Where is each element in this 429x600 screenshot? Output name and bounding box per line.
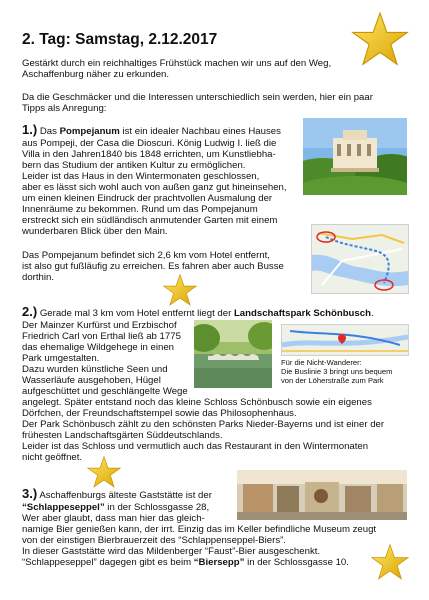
- section2-line: Dazu wurden künstliche Seen und: [22, 364, 168, 375]
- section2-number: 2.): [22, 304, 38, 319]
- intro-line: Aschaffenburg näher zu erkunden.: [22, 69, 170, 80]
- section1-line: Villa in den Jahren1840 bis 1848 errichten, um Kunstliebha-: [22, 149, 276, 160]
- section2-line: aufgeschüttet und geschlängelte Wege: [22, 386, 188, 397]
- section2-line: Leider ist das Schloss und vermutlich auch das Restaurant in den Wintermonaten: [22, 441, 369, 452]
- intro-line: Gestärkt durch ein reichhaltiges Frühstück machen wir uns auf den Weg,: [22, 58, 332, 69]
- map-pin-icon: [338, 331, 346, 349]
- star-icon: [351, 12, 409, 66]
- section3-line: namige Bier genießen kann, der irrt. Einzig das im Keller befindliche Museum zeugt: [22, 524, 377, 535]
- section1-line: aus Pompeji, der Casa die Dioscuri. König Ludwig I. ließ die: [22, 138, 277, 149]
- section3-line: In dieser Gaststätte wird das Mildenberger “Faust”-Bier ausgeschenkt.: [22, 546, 321, 557]
- park-bridge-photo: [194, 320, 272, 388]
- section1-distance-line: ist also gut fußläufig zu erreichen. Es fahren aber auch Busse: [22, 261, 284, 272]
- tips-intro-line: Da die Geschmäcker und die Interessen unterschiedlich sein werden, hier ein paar: [22, 92, 373, 103]
- section3-line: Wer aber glaubt, dass man hier das gleich-: [22, 513, 205, 524]
- section1-line: erstreckt sich ein südländisch anmutender Garten mit einem: [22, 215, 278, 226]
- park-name: Landschaftspark Schönbusch: [233, 308, 371, 319]
- section2-line: Friedrich Carl von Erthal ließ ab 1775: [22, 331, 181, 342]
- restaurant-name: “Schlappeseppel”: [22, 502, 105, 513]
- section2-line: Wasserläufe ausgehoben, Hügel: [22, 375, 161, 386]
- tips-intro-line: Tipps als Anregung:: [22, 103, 107, 114]
- section3-line: “Schlappeseppel” in der Schlossgasse 28,: [22, 502, 210, 513]
- museum-panorama-photo: [237, 470, 407, 520]
- park-bus-map: [281, 324, 409, 356]
- section2-line: angelegt. Später entstand noch das kleine Schloss Schönbusch sowie ein eigenes: [22, 397, 372, 408]
- section3-line: von der einstigen Bierbrauerzeit des “Schlappenseppel-Biers”.: [22, 535, 286, 546]
- section1-distance-line: dorthin.: [22, 272, 54, 283]
- map-caption-line: Die Buslinie 3 bringt uns bequem: [281, 367, 393, 376]
- section1-line: aber es lässt sich wohl auch von außen ganz gut hineinsehen,: [22, 182, 287, 193]
- section3-number: 3.): [22, 486, 38, 501]
- section2-line: Dörfchen, der Freundschaftstempel sowie das Philosophenhaus.: [22, 408, 297, 419]
- section2-line: Der Mainzer Kurfürst und Erzbischof: [22, 320, 177, 331]
- star-icon: [87, 456, 121, 488]
- section1-distance-line: Das Pompejanum befindet sich 2,6 km vom Hotel entfernt,: [22, 250, 270, 261]
- pompejanum-route-map: [311, 224, 409, 294]
- page-title: 2. Tag: Samstag, 2.12.2017: [22, 31, 218, 48]
- section1-line: wunderbaren Blick über den Main.: [22, 226, 168, 237]
- section2-first-line: 2.) Gerade mal 3 km vom Hotel entfernt liegt der Landschaftspark Schönbusch.: [22, 304, 374, 319]
- section1-first-line: 1.) Das Pompejanum ist ein idealer Nachbau eines Hauses: [22, 122, 281, 137]
- map-caption: [281, 358, 392, 385]
- section2-line: nicht geöffnet.: [22, 452, 83, 463]
- section3-line: “Schlappeseppel” dagegen gibt es beim “Biersepp” in der Schlossgasse 10.: [22, 557, 349, 568]
- section2-line: Der Park Schönbusch zählt zu den schönsten Parks Nieder-Bayerns und ist einer der: [22, 419, 385, 430]
- biersepp-name: “Biersepp”: [193, 557, 245, 568]
- section1-line: Innenräume zu bekommen. Rund um das Pompejanum: [22, 204, 258, 215]
- section3-first-line: 3.) Aschaffenburgs älteste Gaststätte ist der: [22, 486, 212, 501]
- section2-line: Park umgestalten.: [22, 353, 100, 364]
- section1-number: 1.): [22, 122, 38, 137]
- section1-line: um einen kleinen Eindruck der prachtvollen Ausmalung der: [22, 193, 273, 204]
- section2-line: frühesten Landschaftsgärten Süddeutschlands.: [22, 430, 223, 441]
- star-icon: [163, 274, 197, 306]
- star-icon: [371, 544, 409, 580]
- section1-line: bern das Studium der antiken Kultur zu ermöglichen.: [22, 160, 246, 171]
- map-caption-line: Für die Nicht-Wanderer:: [281, 358, 362, 367]
- pompejanum-photo: [303, 118, 407, 195]
- section1-line: Leider ist das Haus in den Wintermonaten geschlossen,: [22, 171, 260, 182]
- section2-line: das ehemalige Wildgehege in einen: [22, 342, 175, 353]
- map-caption-line: von der Löherstraße zum Park: [281, 376, 384, 385]
- pompejanum-name: Pompejanum: [59, 126, 120, 137]
